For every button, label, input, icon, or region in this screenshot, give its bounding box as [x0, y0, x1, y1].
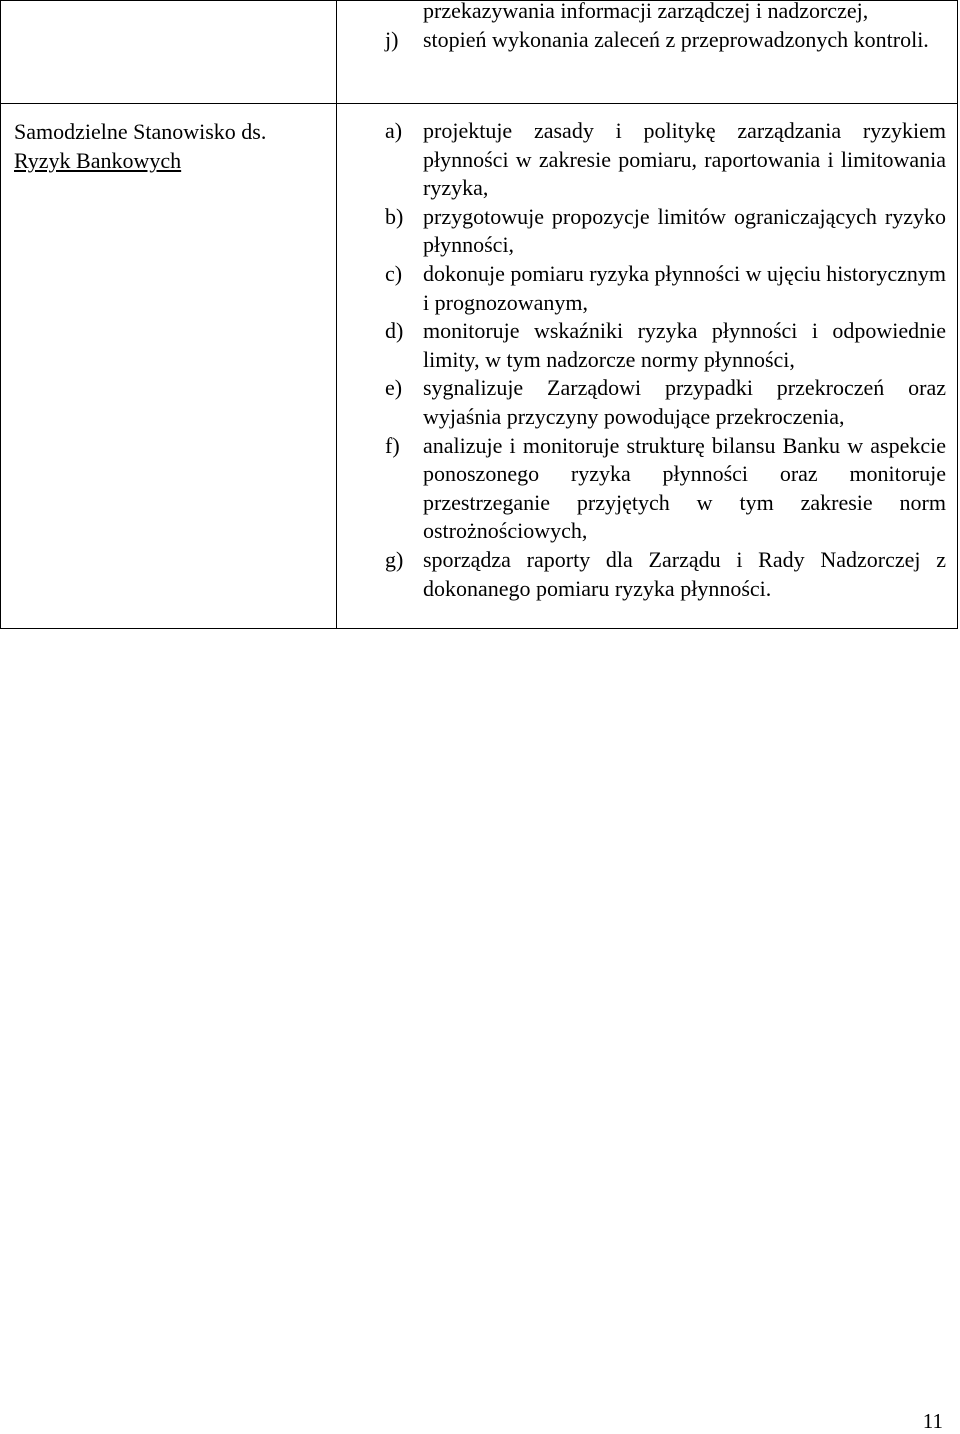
- list-item-text: przygotowuje propozycje limitów ograniczających ryzyko płynności,: [423, 203, 946, 258]
- continuation-line: [337, 0, 957, 26]
- list-item-f: [337, 432, 957, 546]
- list-item-j: [337, 26, 957, 55]
- list-marker: f): [385, 432, 400, 458]
- list-marker: c): [385, 260, 403, 286]
- duties-cell-continuation: [337, 1, 958, 104]
- responsibilities-table: [0, 0, 958, 629]
- list-item-text: dokonuje pomiaru ryzyka płynności w ujęciu historycznym i prognozowanym,: [423, 260, 946, 315]
- unit-cell-empty: [1, 1, 337, 104]
- table-row-continuation: [1, 1, 958, 104]
- list-item-d: [337, 317, 957, 374]
- table-row-risk-unit: [1, 104, 958, 629]
- unit-name-line1: Samodzielne Stanowisko ds.: [14, 119, 267, 144]
- list-marker: b): [385, 203, 404, 229]
- list-item-g: [337, 546, 957, 603]
- list-marker: a): [385, 118, 403, 143]
- unit-cell: [1, 104, 337, 629]
- duties-cell: [337, 104, 958, 629]
- list-item-text: stopień wykonania zaleceń z przeprowadzonych kontroli.: [423, 26, 929, 52]
- list-item-c: [337, 260, 957, 317]
- list-item-text: projektuje zasady i politykę zarządzania ryzykiem płynności w zakresie pomiaru, raportowania i limitowania ryzyka,: [423, 118, 946, 201]
- page-number: 11: [922, 1409, 943, 1433]
- unit-name: [1, 104, 336, 175]
- list-marker: g): [385, 546, 404, 572]
- list-marker: d): [385, 318, 404, 344]
- list-item-text: monitoruje wskaźniki ryzyka płynności i odpowiednie limity, w tym nadzorcze normy płynności,: [423, 318, 946, 372]
- list-item-text: analizuje i monitoruje strukturę bilansu Banku w aspekcie ponoszonego ryzyka płynności oraz monitoruje przestrzeganie przyjętych w tym zakresie norm ostrożnościowych,: [423, 432, 946, 544]
- list-marker: e): [385, 375, 403, 401]
- list-item-a: [337, 117, 957, 203]
- list-item-b: [337, 203, 957, 260]
- list-marker: j): [385, 26, 399, 52]
- list-item-text: sygnalizuje Zarządowi przypadki przekroczeń oraz wyjaśnia przyczyny powodujące przekroczenia,: [423, 375, 946, 429]
- continuation-text: przekazywania informacji zarządczej i nadzorczej,: [423, 0, 869, 23]
- unit-name-line2: Ryzyk Bankowych: [14, 148, 182, 173]
- list-item-e: [337, 374, 957, 431]
- list-item-text: sporządza raporty dla Zarządu i Rady Nadzorczej z dokonanego pomiaru ryzyka płynności.: [423, 546, 946, 601]
